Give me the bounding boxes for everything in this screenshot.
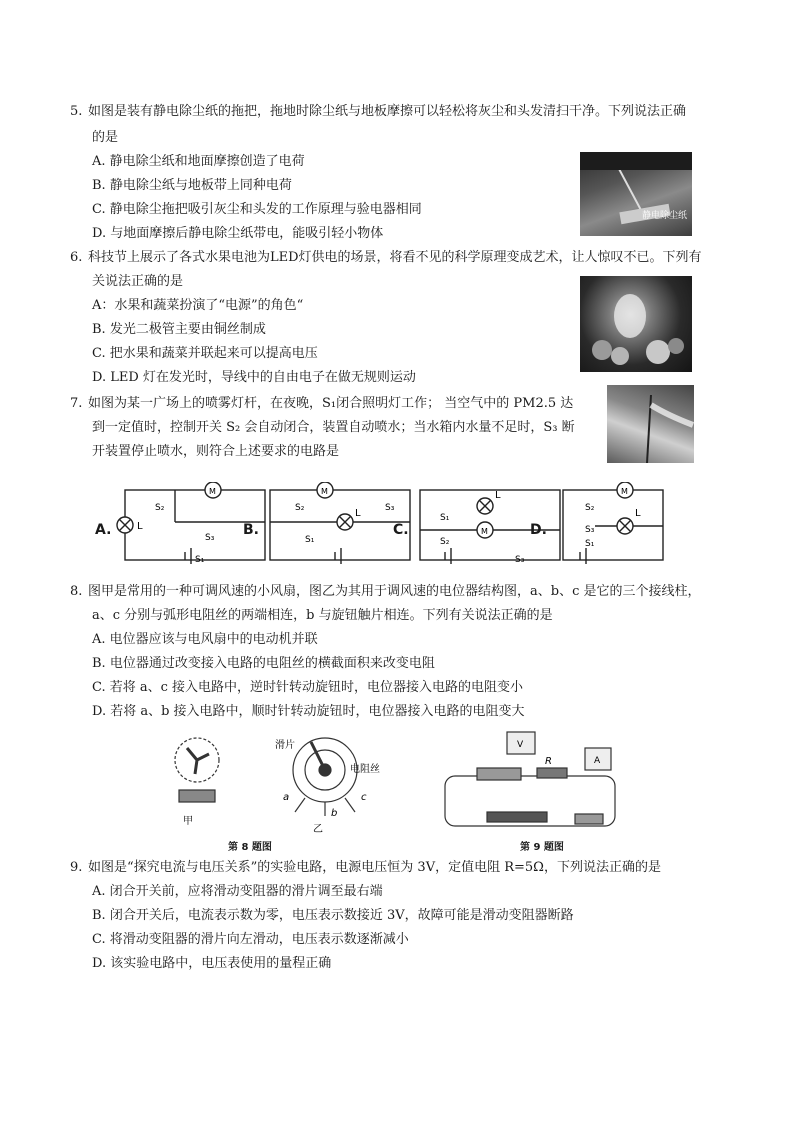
q5-option-a: A. 静电除尘纸和地面摩擦创造了电荷	[92, 154, 305, 169]
q8-option-a: A. 电位器应该与电风扇中的电动机并联	[92, 632, 318, 647]
q6-stem-line1	[70, 250, 702, 266]
circuit-d-s3-label: S₃	[585, 525, 595, 535]
q8-stem-text: 图甲是常用的一种可调风速的小风扇，图乙为其用于调风速的电位器结构图，a、b、c 是它的三个接线柱，	[88, 584, 701, 599]
q8-number: 8.	[70, 584, 83, 599]
circuit-c-lamp-label: L	[495, 490, 501, 501]
q5-stem-line1	[70, 104, 686, 120]
q9-option-d: D. 该实验电路中，电压表使用的量程正确	[92, 956, 332, 971]
q8-wire-label: 电阻丝	[350, 764, 380, 775]
q6-option-d: D. LED 灯在发光时，导线中的自由电子在做无规则运动	[92, 370, 416, 385]
circuit-d-label: D.	[530, 522, 547, 538]
circuit-a-s1-label: S₁	[195, 555, 205, 565]
q7-stem-line3: 开装置停止喷水，则符合上述要求的电路是	[92, 444, 340, 459]
circuit-a-motor: M	[209, 487, 216, 496]
q9-stem-line1	[70, 860, 661, 876]
circuit-b-s2-label: S₂	[295, 503, 305, 513]
q6-option-b: B. 发光二极管主要由铜丝制成	[92, 322, 266, 337]
q8-fig-jia: 甲	[183, 816, 193, 827]
q8-stem-line2: a、c 分别与弧形电阻丝的两端相连，b 与旋钮触片相连。下列有关说法正确的是	[92, 608, 553, 623]
q6-option-a: A：水果和蔬菜扮演了“电源”的角色“	[92, 298, 304, 313]
circuit-b-motor: M	[321, 487, 328, 496]
circuit-d	[563, 482, 663, 564]
q9-stem-text: 如图是“探究电流与电压关系”的实验电路，电源电压恒为 3V，定值电阻 R=5Ω，下列说法正确的是	[88, 860, 661, 875]
q7-stem-line2: 到一定值时，控制开关 S₂ 会自动闭合，装置自动喷水；当水箱内水量不足时，S₃ 断	[92, 420, 575, 435]
q6-stem-line2: 关说法正确的是	[92, 274, 184, 289]
q9-figure-caption: 第 9 题图	[520, 842, 564, 853]
circuit-d-s2-label: S₂	[585, 503, 595, 513]
q5-option-b: B. 静电除尘纸与地板带上同种电荷	[92, 178, 292, 193]
spray-lamp-illustration	[607, 385, 694, 463]
q8-option-d: D. 若将 a、b 接入电路中，顺时针转动旋钮时，电位器接入电路的电阻变大	[92, 704, 525, 719]
q8-stem-line1	[70, 584, 701, 600]
circuit-d-s1-label: S₁	[585, 539, 595, 549]
q8-option-b: B. 电位器通过改变接入电路的电阻丝的横截面积来改变电阻	[92, 656, 435, 671]
circuit-b	[270, 482, 410, 564]
mop-illustration	[580, 152, 692, 236]
circuit-d-lamp-label: L	[635, 508, 641, 519]
q8-terminal-a: a	[283, 792, 290, 803]
q8-option-c: C. 若将 a、c 接入电路中，逆时针转动旋钮时，电位器接入电路的电阻变小	[92, 680, 524, 695]
circuit-c-motor: M	[481, 527, 488, 536]
q6-number: 6.	[70, 250, 83, 265]
q5-option-d: D. 与地面摩擦后静电除尘纸带电，能吸引轻小物体	[92, 226, 384, 241]
q5-photo-caption: 静电除尘纸	[642, 211, 688, 221]
q9-ammeter-label: A	[594, 756, 601, 766]
q5-option-c: C. 静电除尘拖把吸引灰尘和头发的工作原理与验电器相同	[92, 202, 422, 217]
q6-option-c: C. 把水果和蔬菜并联起来可以提高电压	[92, 346, 318, 361]
q7-spray-lamp-photo	[607, 385, 694, 463]
q5-number: 5.	[70, 104, 83, 119]
circuit-a-lamp-label: L	[137, 521, 143, 532]
circuit-c-s1-label: S₁	[440, 513, 450, 523]
q9-resistor-label: R	[545, 756, 552, 767]
q8-q9-figures	[165, 728, 635, 850]
q8-fig-yi: 乙	[313, 824, 323, 835]
circuit-a-label: A.	[95, 522, 112, 538]
q9-option-b: B. 闭合开关后，电流表示数为零，电压表示数接近 3V，故障可能是滑动变阻器断路	[92, 908, 574, 923]
q6-stem-text: 科技节上展示了各式水果电池为LED灯供电的场景，将看不见的科学原理变成艺术，让人惊叹不已。下列有	[88, 250, 702, 265]
fruit-lamp-illustration	[580, 276, 692, 372]
q9-number: 9.	[70, 860, 83, 875]
q8-slider-label: 滑片	[275, 740, 295, 751]
circuit-c-label: C.	[393, 522, 409, 538]
q9-voltmeter-label: V	[517, 740, 524, 750]
q5-mop-photo	[580, 152, 692, 236]
circuit-b-lamp-label: L	[355, 508, 361, 519]
q7-stem-text: 如图为某一广场上的喷雾灯杆，在夜晚，S₁闭合照明灯工作； 当空气中的 PM2.5 达	[88, 396, 574, 411]
q7-number: 7.	[70, 396, 83, 411]
q5-stem-line2: 的是	[92, 130, 119, 145]
circuit-b-label: B.	[243, 522, 259, 538]
circuit-d-motor: M	[621, 487, 628, 496]
circuit-a-s3-label: S₃	[205, 533, 215, 543]
q9-option-a: A. 闭合开关前，应将滑动变阻器的滑片调至最右端	[92, 884, 383, 899]
q8-terminal-b: b	[331, 808, 338, 819]
circuit-b-s1-label: S₁	[305, 535, 315, 545]
q7-stem-line1	[70, 396, 573, 412]
q8-terminal-c: c	[361, 792, 367, 803]
circuit-a-s2-label: S₂	[155, 503, 165, 513]
q8-figure-caption: 第 8 题图	[228, 842, 272, 853]
circuit-c-s2-label: S₂	[440, 537, 450, 547]
circuit-b-s3-label: S₃	[385, 503, 395, 513]
q6-fruit-battery-photo	[580, 276, 692, 372]
q9-option-c: C. 将滑动变阻器的滑片向左滑动，电压表示数逐渐减小	[92, 932, 409, 947]
q5-stem-text: 如图是装有静电除尘纸的拖把，拖地时除尘纸与地板摩擦可以轻松将灰尘和头发清扫干净。下列说法正确	[88, 104, 687, 119]
circuit-c-s3-label: S₃	[515, 555, 525, 565]
